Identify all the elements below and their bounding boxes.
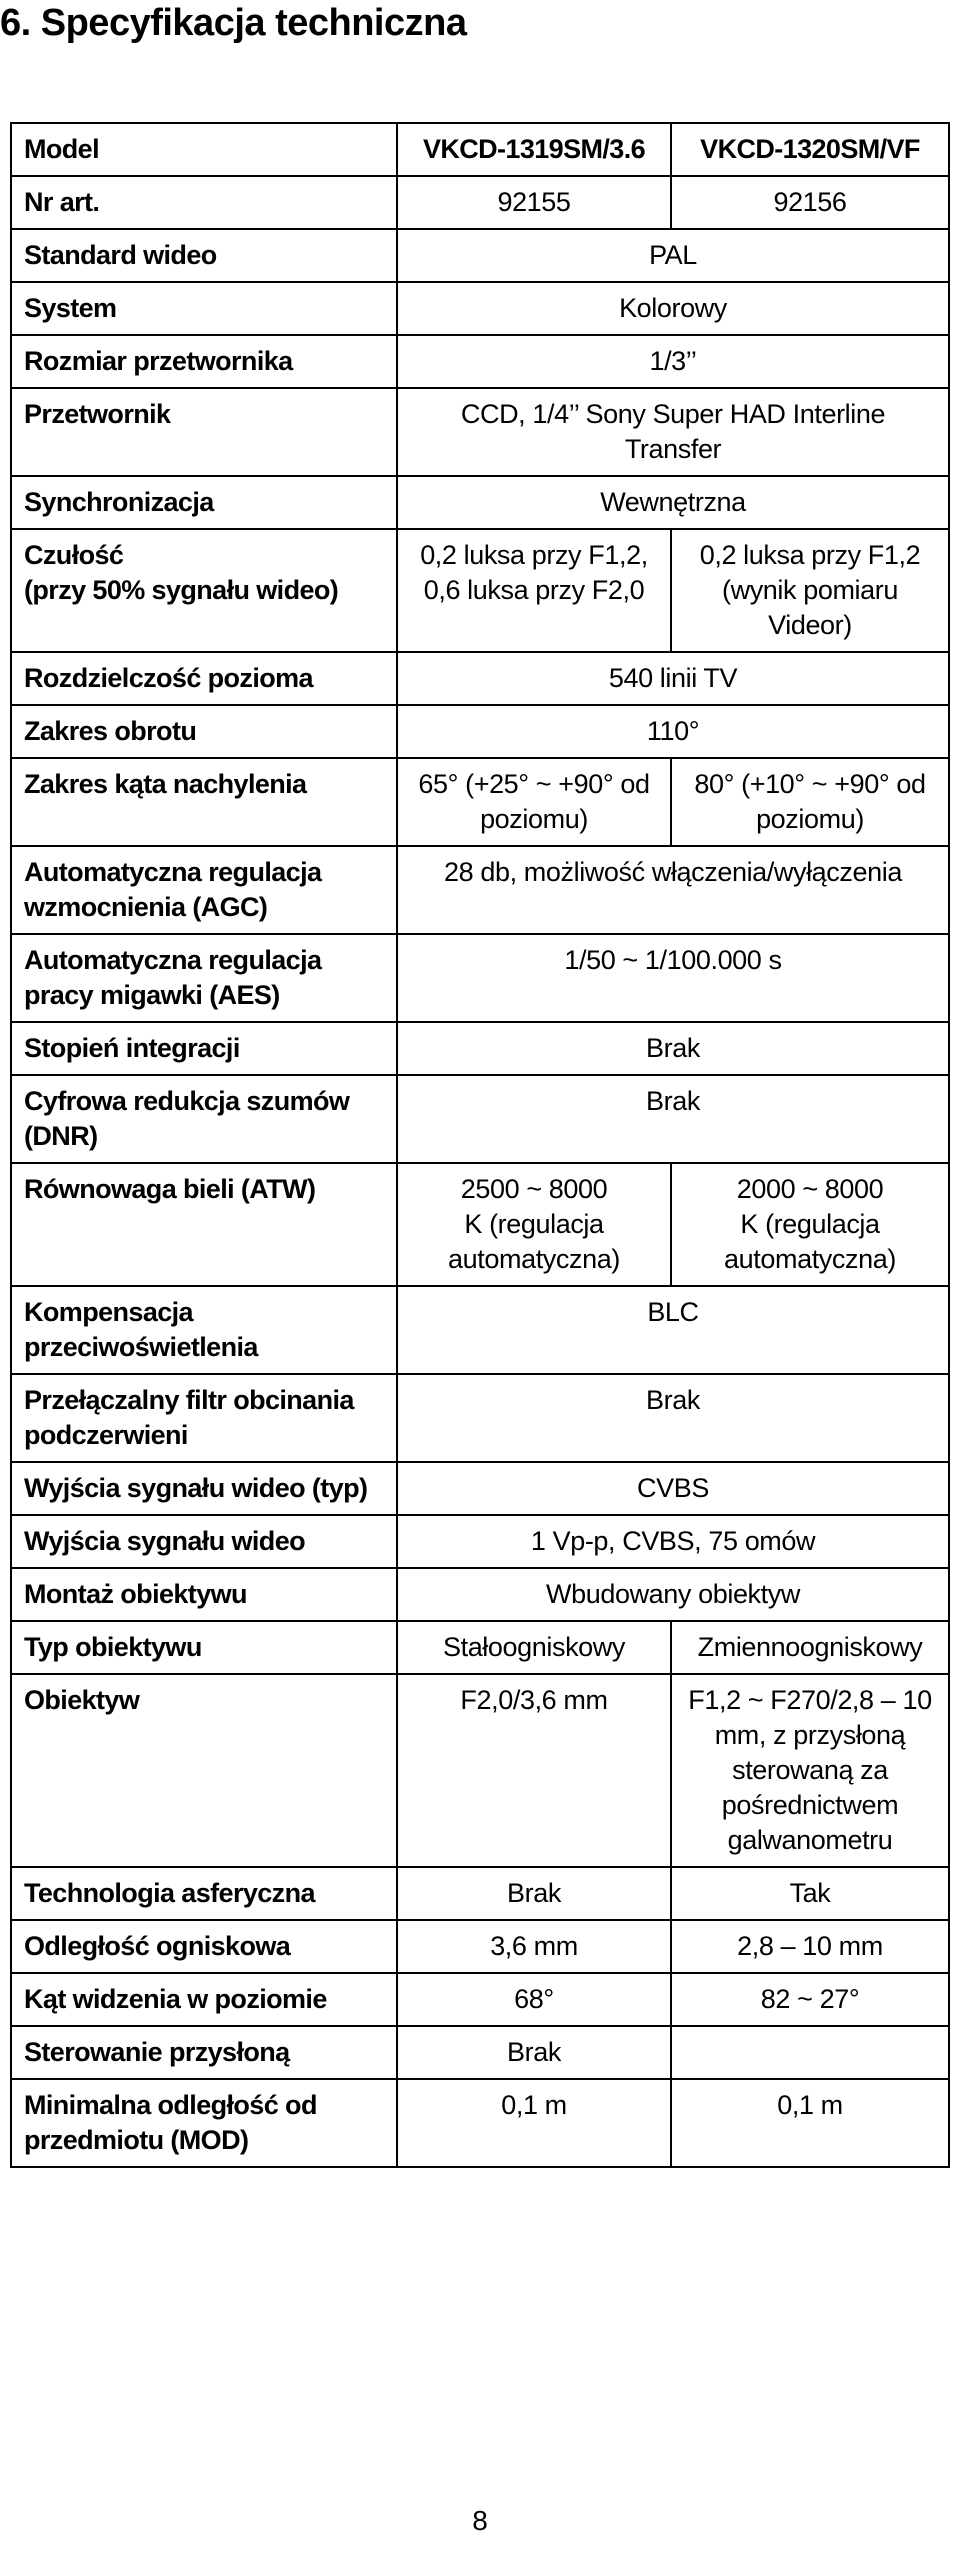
spec-value-model-a: Stałoogniskowy [397,1621,671,1674]
spec-label: Rozmiar przetwornika [11,335,397,388]
spec-value-shared: 1/3’’ [397,335,949,388]
spec-label: Obiektyw [11,1674,397,1867]
spec-label: Rozdzielczość pozioma [11,652,397,705]
spec-label: Automatyczna regulacja pracy migawki (AES) [11,934,397,1022]
table-row [11,2079,949,2167]
table-row [11,476,949,529]
spec-label: Standard wideo [11,229,397,282]
spec-value-model-b: 0,2 luksa przy F1,2 (wynik pomiaru Videor) [671,529,949,652]
spec-value-model-b: F1,2 ~ F270/2,8 – 10 mm, z przysłoną sterowaną za pośrednictwem galwanometru [671,1674,949,1867]
table-row [11,1568,949,1621]
spec-value-model-a: F2,0/3,6 mm [397,1674,671,1867]
table-row [11,388,949,476]
spec-label: Minimalna odległość od przedmiotu (MOD) [11,2079,397,2167]
spec-value-shared: Brak [397,1374,949,1462]
spec-value-shared: Wewnętrzna [397,476,949,529]
spec-label: Kompensacja przeciwoświetlenia [11,1286,397,1374]
table-row [11,758,949,846]
spec-label: Odległość ogniskowa [11,1920,397,1973]
spec-value-model-b: 0,1 m [671,2079,949,2167]
spec-value-model-b: Zmiennoogniskowy [671,1621,949,1674]
table-row [11,1674,949,1867]
spec-value-shared: 28 db, możliwość włączenia/wyłączenia [397,846,949,934]
spec-label: Równowaga bieli (ATW) [11,1163,397,1286]
table-row [11,1462,949,1515]
spec-label: Montaż obiektywu [11,1568,397,1621]
table-row [11,335,949,388]
spec-value-shared: CVBS [397,1462,949,1515]
spec-value-model-b: Tak [671,1867,949,1920]
spec-label: Nr art. [11,176,397,229]
spec-value-model-b: 82 ~ 27° [671,1973,949,2026]
spec-value-model-a: Brak [397,2026,671,2079]
spec-value-model-b [671,2026,949,2079]
model-a-header: VKCD-1319SM/3.6 [397,123,671,176]
spec-value-model-a: 0,2 luksa przy F1,2, 0,6 luksa przy F2,0 [397,529,671,652]
table-row [11,1920,949,1973]
table-row [11,1621,949,1674]
table-row [11,1374,949,1462]
spec-table-body [11,123,949,2167]
table-row [11,1867,949,1920]
table-row [11,2026,949,2079]
spec-value-model-a: 68° [397,1973,671,2026]
spec-label: Czułość (przy 50% sygnału wideo) [11,529,397,652]
spec-label: Synchronizacja [11,476,397,529]
spec-value-model-a: 92155 [397,176,671,229]
page-heading: 6. Specyfikacja techniczna [0,2,467,44]
spec-value-shared: 1 Vp-p, CVBS, 75 omów [397,1515,949,1568]
table-row [11,846,949,934]
spec-value-model-a: 0,1 m [397,2079,671,2167]
table-row [11,934,949,1022]
spec-value-shared: 1/50 ~ 1/100.000 s [397,934,949,1022]
table-header-row [11,123,949,176]
spec-value-model-a: Brak [397,1867,671,1920]
spec-label: Technologia asferyczna [11,1867,397,1920]
model-b-header: VKCD-1320SM/VF [671,123,949,176]
spec-value-shared: Wbudowany obiektyw [397,1568,949,1621]
table-row [11,282,949,335]
spec-value-model-b: 80° (+10° ~ +90° od poziomu) [671,758,949,846]
table-row [11,1075,949,1163]
spec-label: Zakres obrotu [11,705,397,758]
table-row [11,652,949,705]
table-row [11,1163,949,1286]
spec-value-model-b: 2,8 – 10 mm [671,1920,949,1973]
spec-value-shared: CCD, 1/4’’ Sony Super HAD Interline Transfer [397,388,949,476]
spec-label: Wyjścia sygnału wideo (typ) [11,1462,397,1515]
spec-value-model-a: 3,6 mm [397,1920,671,1973]
table-row [11,176,949,229]
spec-value-shared: 110° [397,705,949,758]
spec-label: Stopień integracji [11,1022,397,1075]
table-row [11,529,949,652]
table-row [11,1515,949,1568]
table-row [11,1286,949,1374]
spec-label: Sterowanie przysłoną [11,2026,397,2079]
spec-value-model-b: 92156 [671,176,949,229]
spec-label: Przełączalny filtr obcinania podczerwieni [11,1374,397,1462]
spec-label: Wyjścia sygnału wideo [11,1515,397,1568]
spec-label: Cyfrowa redukcja szumów (DNR) [11,1075,397,1163]
spec-value-shared: Kolorowy [397,282,949,335]
spec-value-model-a: 65° (+25° ~ +90° od poziomu) [397,758,671,846]
spec-label: Typ obiektywu [11,1621,397,1674]
spec-value-shared: Brak [397,1075,949,1163]
spec-label: Kąt widzenia w poziomie [11,1973,397,2026]
spec-value-shared: Brak [397,1022,949,1075]
table-row [11,1022,949,1075]
header-label: Model [11,123,397,176]
table-row [11,229,949,282]
spec-label: Automatyczna regulacja wzmocnienia (AGC) [11,846,397,934]
spec-label: Zakres kąta nachylenia [11,758,397,846]
spec-value-shared: 540 linii TV [397,652,949,705]
page-number: 8 [472,2505,488,2536]
spec-table [10,122,950,2168]
table-row [11,705,949,758]
spec-value-model-a: 2500 ~ 8000 K (regulacja automatyczna) [397,1163,671,1286]
table-row [11,1973,949,2026]
spec-label: Przetwornik [11,388,397,476]
spec-value-shared: BLC [397,1286,949,1374]
spec-value-shared: PAL [397,229,949,282]
spec-value-model-b: 2000 ~ 8000 K (regulacja automatyczna) [671,1163,949,1286]
spec-label: System [11,282,397,335]
